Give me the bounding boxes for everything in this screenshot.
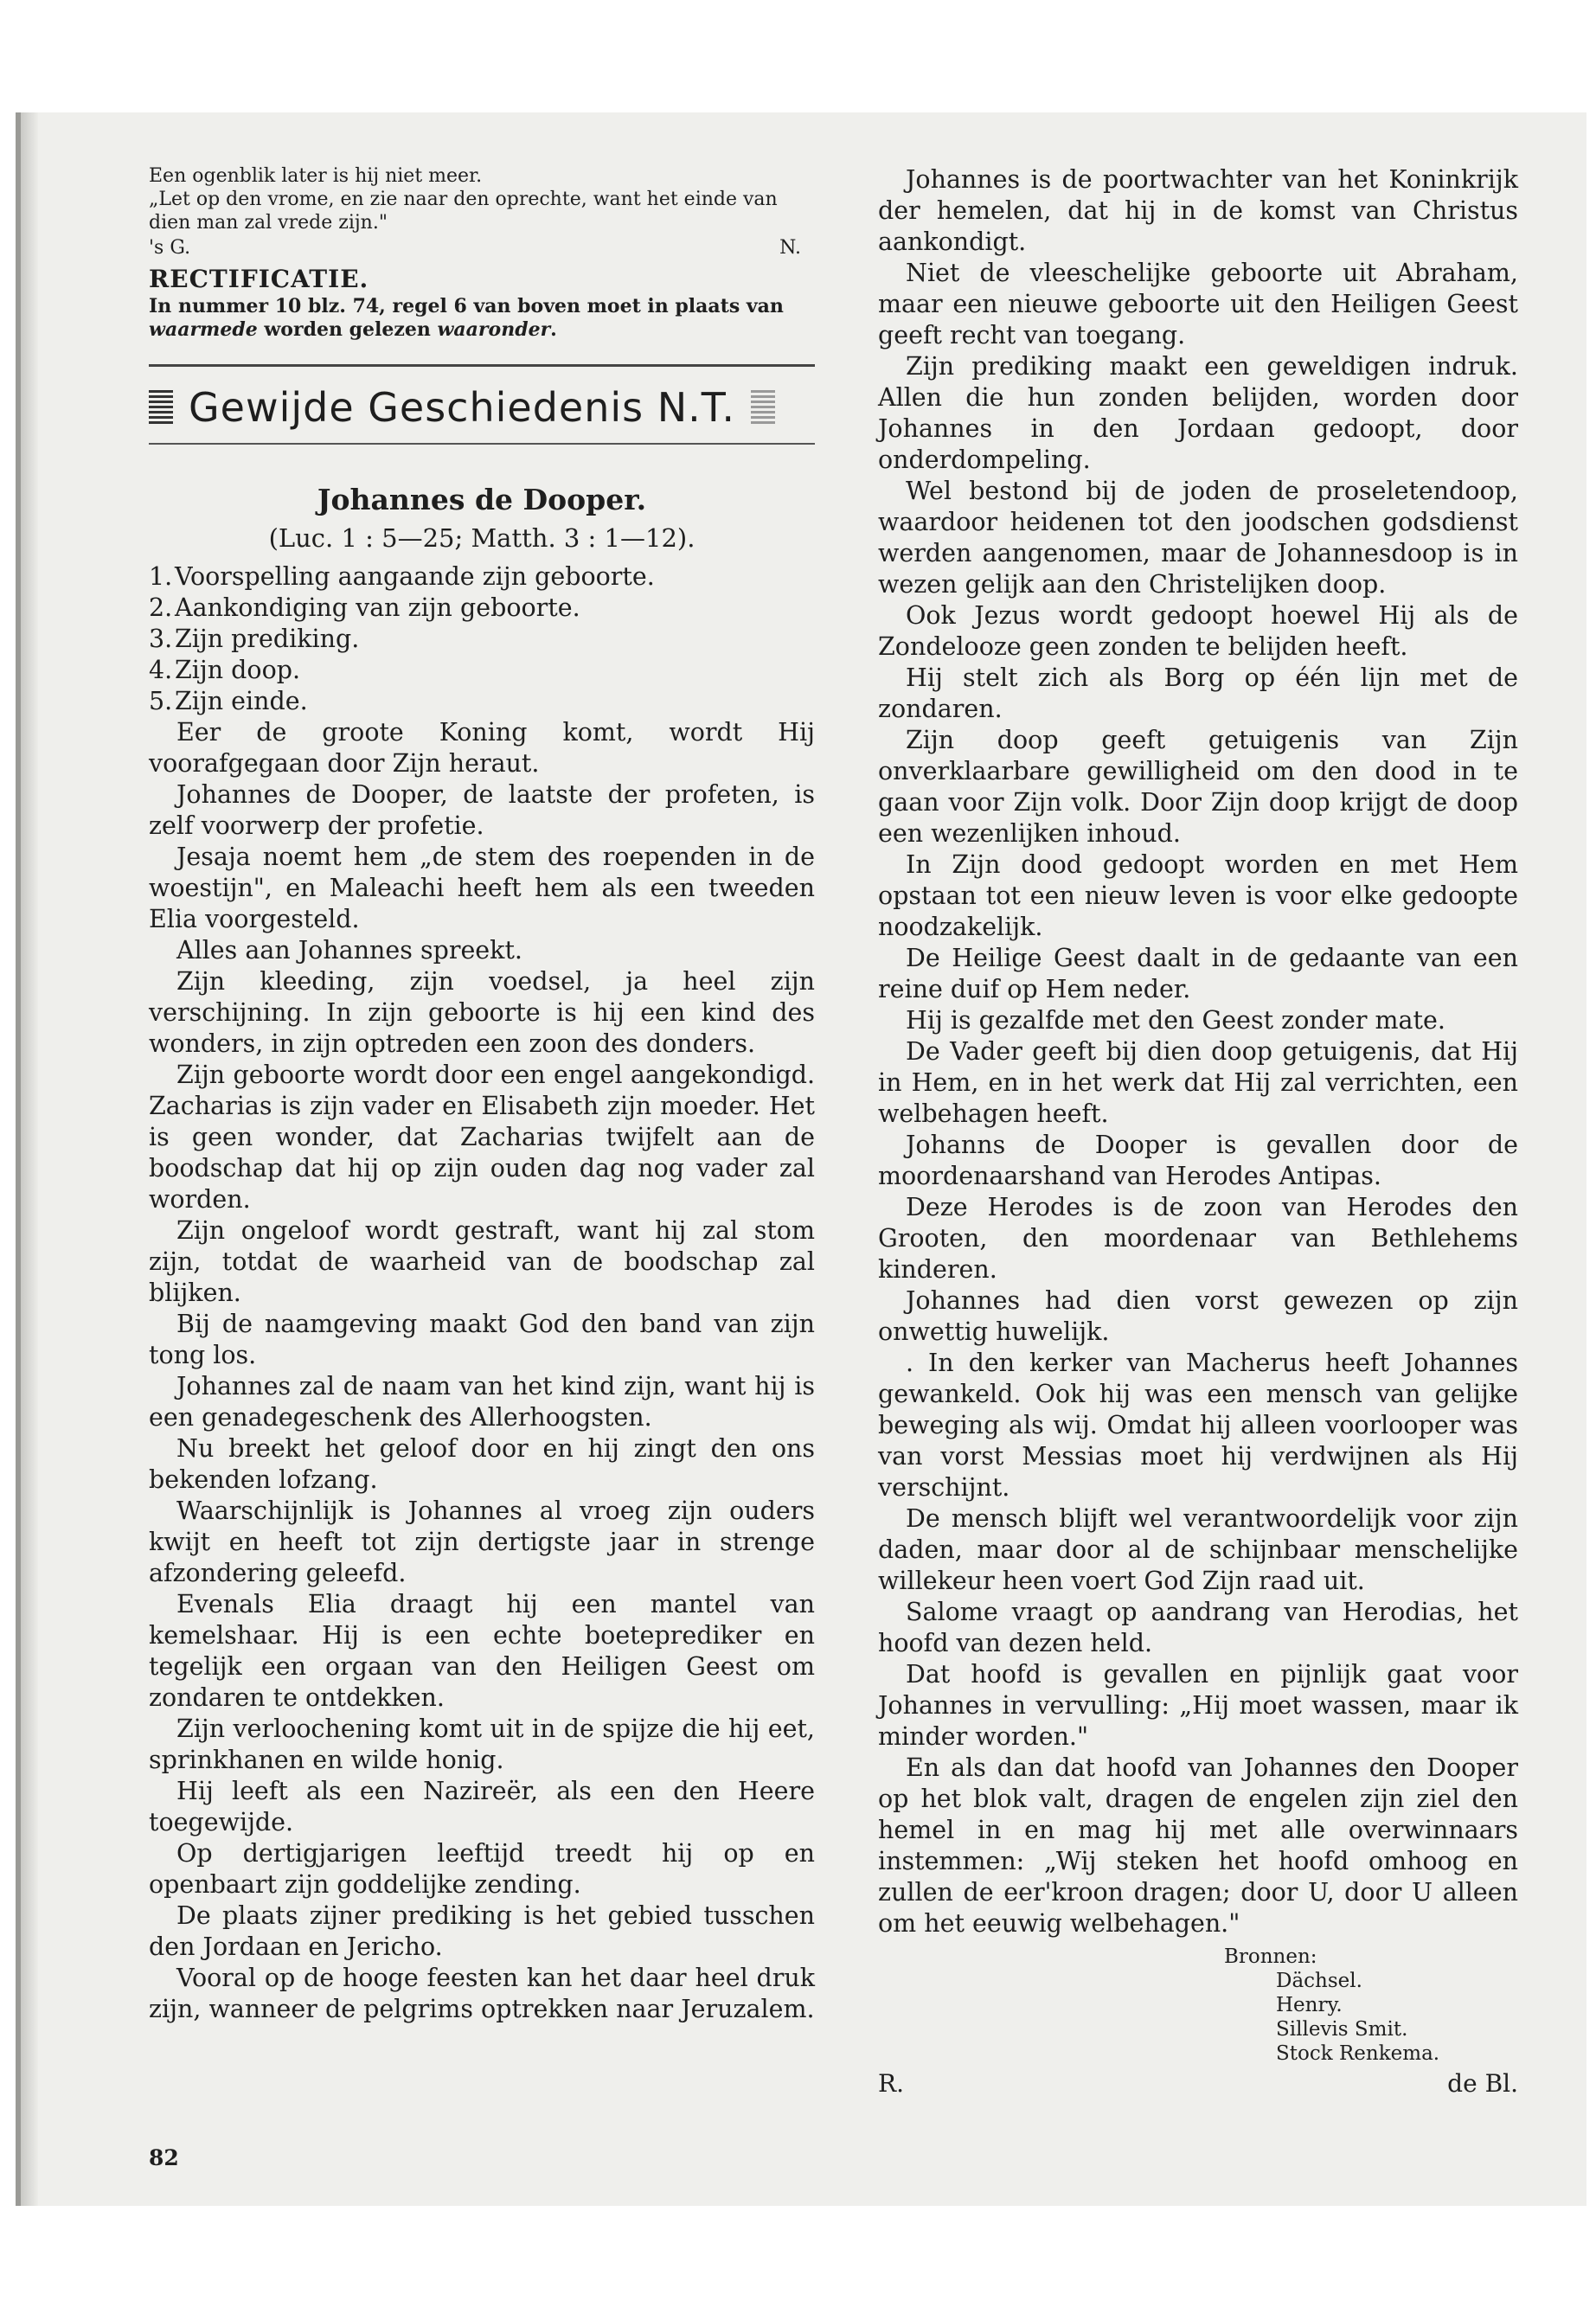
paragraph: Vooral op de hooge feesten kan het daar heel druk zijn, wanneer de pelgrims optrekken naar Jeruzalem.	[149, 1964, 815, 2023]
section-title: Gewijde Geschiedenis N.T.	[189, 384, 736, 431]
right-body-text	[878, 164, 1518, 1939]
signature-left: R.	[878, 2069, 904, 2098]
page-number: 82	[149, 2145, 179, 2170]
sources-block	[878, 1945, 1518, 2066]
sources-label: Bronnen:	[1224, 1945, 1317, 1968]
source-item: Dächsel.	[1276, 1970, 1362, 1992]
outline-item	[149, 561, 815, 593]
outline-item-number: 4.	[149, 656, 173, 684]
paragraph: Hij stelt zich als Borg op één lijn met de zondaren.	[878, 663, 1518, 723]
closing-note	[149, 164, 815, 260]
article-reference: (Luc. 1 : 5—25; Matth. 3 : 1—12).	[268, 523, 695, 553]
paragraph: . In den kerker van Macherus heeft Johannes gewankeld. Ook hij was een mensch van gelijke beweging als wij. Omdat hij alleen voorlooper was van vorst Messias moet hij verdwijnen als Hij verschijnt.	[878, 1349, 1518, 1502]
section-header	[149, 384, 815, 431]
right-column	[878, 164, 1518, 2098]
closing-note-line-2: „Let op den vrome, en zie naar den oprechte, want het einde van dien man zal vrede zijn."	[149, 189, 778, 234]
section-divider-bottom	[149, 443, 815, 445]
article-signature	[878, 2069, 1518, 2098]
paragraph: De Vader geeft bij dien doop getuigenis, dat Hij in Hem, en in het werk dat Hij zal verrichten, een welbehagen heeft.	[878, 1037, 1518, 1128]
rectificatie-title: RECTIFICATIE.	[149, 265, 369, 293]
paragraph: Nu breekt het geloof door en hij zingt den ons bekenden lofzang.	[149, 1434, 815, 1494]
paragraph: Jesaja noemt hem „de stem des roependen in de woestijn", en Maleachi heeft hem als een tweeden Elia voorgesteld.	[149, 843, 815, 933]
paragraph: Deze Herodes is de zoon van Herodes den Grooten, den moordenaar van Bethlehems kinderen.	[878, 1193, 1518, 1284]
closing-note-signature	[149, 236, 815, 260]
paragraph: Evenals Elia draagt hij een mantel van kemelshaar. Hij is een echte boeteprediker en tegelijk een orgaan van den Heiligen Geest om zondaren te ontdekken.	[149, 1590, 815, 1712]
paragraph: De mensch blijft wel verantwoordelijk voor zijn daden, maar door al de schijnbaar menschelijke willekeur heen voert God Zijn raad uit.	[878, 1504, 1518, 1595]
outline-item-number: 3.	[149, 625, 173, 653]
signature-right: de Bl.	[1447, 2069, 1518, 2098]
source-item: Sillevis Smit.	[1276, 2018, 1408, 2041]
section-ornament-right	[751, 390, 775, 425]
closing-note-place: 's G.	[149, 237, 191, 259]
closing-note-author: N.	[779, 237, 801, 259]
paragraph: En als dan dat hoofd van Johannes den Dooper op het blok valt, dragen de engelen zijn ziel den hemel in en mag hij met alle overwinnaars instemmen: „Wij steken het hoofd omhoog en zullen de eer'kroon dragen; door U, door U alleen om het eeuwig welbehagen."	[878, 1753, 1518, 1938]
rectificatie-right-word: waaronder	[437, 318, 551, 341]
paragraph: Hij is gezalfde met den Geest zonder mate.	[906, 1006, 1445, 1035]
outline-item-text: Zijn prediking.	[175, 625, 360, 653]
paragraph: Johannes had dien vorst gewezen op zijn onwettig huwelijk.	[878, 1286, 1518, 1346]
left-body-text	[149, 717, 815, 2025]
paragraph: Ook Jezus wordt gedoopt hoewel Hij als de Zondelooze geen zonden te belijden heeft.	[878, 601, 1518, 661]
paragraph: Johannes zal de naam van het kind zijn, want hij is een genadegeschenk des Allerhoogsten.	[149, 1372, 815, 1432]
paragraph: Johanns de Dooper is gevallen door de moordenaarshand van Herodes Antipas.	[878, 1131, 1518, 1190]
paragraph: Salome vraagt op aandrang van Herodias, het hoofd van dezen held.	[878, 1598, 1518, 1657]
outline-item-text: Zijn doop.	[175, 656, 301, 684]
paragraph: Dat hoofd is gevallen en pijnlijk gaat voor Johannes in vervulling: „Hij moet wassen, maar ik minder worden."	[878, 1660, 1518, 1751]
paragraph: Hij leeft als een Nazireër, als een den Heere toegewijde.	[149, 1777, 815, 1836]
paragraph: De Heilige Geest daalt in de gedaante van een reine duif op Hem neder.	[878, 944, 1518, 1003]
paragraph: Zijn kleeding, zijn voedsel, ja heel zijn verschijning. In zijn geboorte is hij een kind des wonders, in zijn optreden een zoon des donders.	[149, 967, 815, 1058]
paragraph: Eer de groote Koning komt, wordt Hij voorafgegaan door Zijn heraut.	[149, 718, 815, 778]
paragraph: Op dertigjarigen leeftijd treedt hij op en openbaart zijn goddelijke zending.	[149, 1839, 815, 1899]
paragraph: Zijn verloochening komt uit in de spijze die hij eet, sprinkhanen en wilde honig.	[149, 1715, 815, 1774]
paragraph: Alles aan Johannes spreekt.	[176, 936, 522, 965]
outline-item	[149, 593, 815, 624]
outline-item-text: Aankondiging van zijn geboorte.	[175, 593, 580, 622]
paragraph: Zijn prediking maakt een geweldigen indruk. Allen die hun zonden belijden, worden door Johannes in den Jordaan gedoopt, door onderdompeling.	[878, 352, 1518, 474]
outline-item-text: Voorspelling aangaande zijn geboorte.	[175, 562, 655, 591]
outline-item-text: Zijn einde.	[175, 687, 308, 715]
paragraph: Niet de vleeschelijke geboorte uit Abraham, maar een nieuwe geboorte uit den Heiligen Geest geeft recht van toegang.	[878, 259, 1518, 349]
paragraph: Zijn geboorte wordt door een engel aangekondigd. Zacharias is zijn vader en Elisabeth zijn moeder. Het is geen wonder, dat Zacharias twijfelt aan de boodschap dat hij op zijn ouden dag nog vader zal worden.	[149, 1061, 815, 1214]
closing-note-line-1: Een ogenblik later is hij niet meer.	[149, 165, 483, 187]
outline-item-number: 1.	[149, 562, 173, 591]
article-title: Johannes de Dooper.	[317, 483, 647, 516]
paragraph: Zijn doop geeft getuigenis van Zijn onverklaarbare gewilligheid om den dood in te gaan voor Zijn volk. Door Zijn doop krijgt de doop een wezenlijken inhoud.	[878, 726, 1518, 848]
rectificatie-text: In nummer 10 blz. 74, regel 6 van boven moet in plaats van waarmede worden gelezen waaronder.	[149, 295, 784, 341]
paragraph: Wel bestond bij de joden de proseletendoop, waardoor heidenen tot den joodschen godsdienst werden aangenomen, maar de Johannesdoop is in wezen gelijk aan den Christelijken doop.	[878, 477, 1518, 599]
rectificatie-block	[149, 265, 815, 342]
paragraph: De plaats zijner prediking is het gebied tusschen den Jordaan en Jericho.	[149, 1901, 815, 1961]
rectificatie-wrong-word: waarmede	[149, 318, 258, 341]
paragraph: Waarschijnlijk is Johannes al vroeg zijn ouders kwijt en heeft tot zijn dertigste jaar in strenge afzondering geleefd.	[149, 1497, 815, 1587]
outline-item	[149, 624, 815, 655]
paragraph: Johannes de Dooper, de laatste der profeten, is zelf voorwerp der profetie.	[149, 780, 815, 840]
article-outline	[149, 561, 815, 717]
paragraph: In Zijn dood gedoopt worden en met Hem opstaan tot een nieuw leven is voor elke gedoopte noodzakelijk.	[878, 850, 1518, 941]
outline-item	[149, 686, 815, 717]
left-column	[149, 164, 815, 2025]
source-item: Stock Renkema.	[1276, 2042, 1440, 2065]
page-binding-shadow	[21, 112, 38, 2206]
source-item: Henry.	[1276, 1994, 1343, 2016]
outline-item-number: 2.	[149, 593, 173, 622]
section-ornament-left	[149, 390, 173, 425]
outline-item-number: 5.	[149, 687, 173, 715]
paragraph: Bij de naamgeving maakt God den band van zijn tong los.	[149, 1310, 815, 1369]
sources-list	[1276, 1969, 1518, 2066]
paragraph: Zijn ongeloof wordt gestraft, want hij zal stom zijn, totdat de waarheid van de boodschap zal blijken.	[149, 1216, 815, 1307]
outline-item	[149, 655, 815, 686]
paragraph: Johannes is de poortwachter van het Koninkrijk der hemelen, dat hij in de komst van Christus aankondigt.	[878, 165, 1518, 256]
section-divider-top	[149, 364, 815, 367]
